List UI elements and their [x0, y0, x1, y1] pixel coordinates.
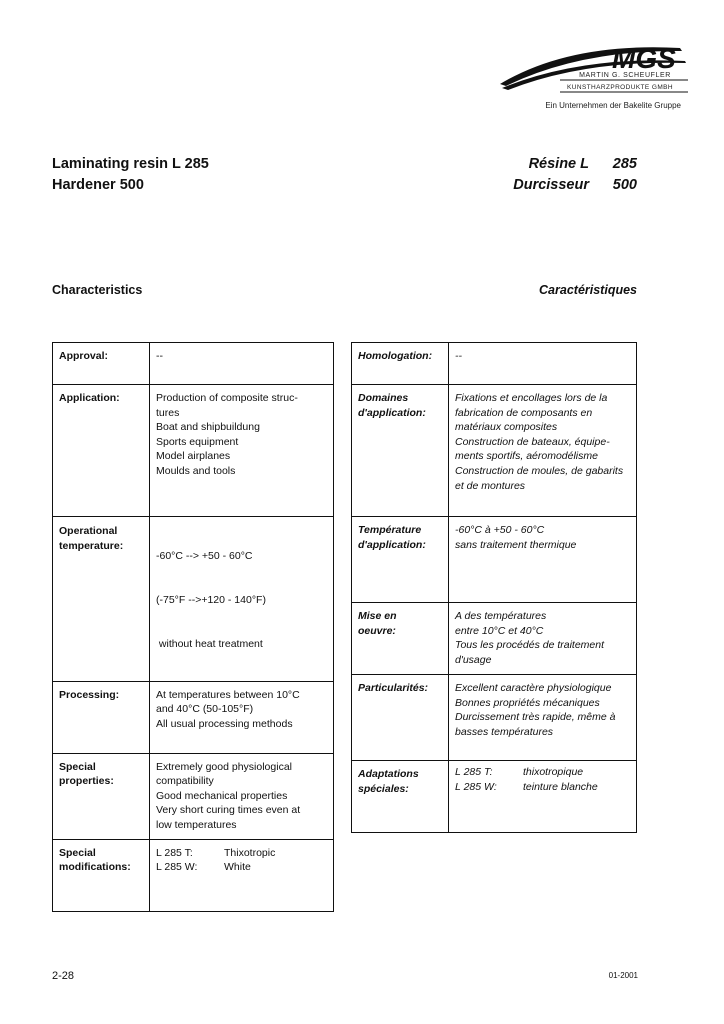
label-line: modifications: — [59, 861, 131, 874]
special-properties-label — [53, 753, 150, 839]
special-properties-value-fr — [449, 675, 637, 761]
label-line: Domaines — [358, 392, 409, 404]
title-en-line1: Laminating resin L 285 — [52, 156, 209, 172]
application-label: Application: — [53, 385, 150, 517]
label-line: properties: — [59, 775, 114, 788]
label-line: d'application: — [358, 406, 426, 419]
text-line: d'usage — [455, 653, 492, 666]
text-line: Production of composite struc- — [156, 392, 298, 404]
approval-label: Approval: — [53, 343, 150, 385]
table-row — [352, 603, 637, 675]
page-number: 2-28 — [52, 970, 75, 982]
label-line: temperature: — [59, 539, 124, 552]
temperature-value-fr — [449, 517, 637, 603]
section-heading-fr: Caractéristiques — [539, 283, 637, 297]
special-modifications-value-fr — [449, 761, 637, 833]
text-line: Bonnes propriétés mécaniques — [455, 696, 600, 709]
subsidiary-note: Ein Unternehmen der Bakelite Gruppe — [545, 101, 681, 110]
table-row — [53, 385, 334, 517]
text-line: low temperatures — [156, 818, 237, 831]
application-label-fr — [352, 385, 449, 517]
text-line: -60°C à +50 - 60°C — [455, 524, 545, 536]
text-line: fabrication de composants en — [455, 406, 593, 419]
table-row — [53, 681, 334, 753]
title-fr-line1-num: 285 — [612, 156, 637, 172]
label-line: Mise en — [358, 610, 397, 622]
homologation-label: Homologation: — [352, 343, 449, 385]
text-line: At temperatures between 10°C — [156, 688, 300, 701]
text-line: Sports equipment — [156, 435, 239, 448]
special-properties-value — [150, 753, 334, 839]
table-row — [352, 385, 637, 517]
document-date: 01-2001 — [608, 971, 638, 980]
table-row — [352, 343, 637, 385]
modification-item — [455, 780, 598, 795]
text-line: A des températures — [455, 610, 547, 622]
temperature-label-fr — [352, 517, 449, 603]
modification-value: teinture blanche — [523, 780, 598, 793]
special-modifications-value — [150, 839, 334, 911]
text-line: Tous les procédés de traitement — [455, 639, 605, 652]
modification-key: L 285 W: — [455, 780, 497, 793]
label-line: d'application: — [358, 538, 426, 551]
text-line: without heat treatment — [156, 637, 263, 650]
modification-key: L 285 T: — [455, 766, 493, 778]
table-row — [53, 517, 334, 682]
text-line: (-75°F -->+120 - 140°F) — [156, 593, 266, 606]
processing-label: Processing: — [53, 681, 150, 753]
table-row — [53, 839, 334, 911]
text-line: Construction de bateaux, équipe- — [455, 435, 610, 448]
processing-value-fr — [449, 603, 637, 675]
label-line: Température — [358, 524, 422, 536]
homologation-value: -- — [449, 343, 637, 385]
table-row — [53, 753, 334, 839]
page-title-en — [52, 154, 209, 196]
modification-value: White — [224, 861, 251, 874]
label-line: oeuvre: — [358, 624, 396, 637]
special-modifications-label-fr — [352, 761, 449, 833]
text-line: Very short curing times even at — [156, 804, 301, 817]
temperature-label — [53, 517, 150, 682]
text-line: entre 10°C et 40°C — [455, 624, 544, 637]
text-line: and 40°C (50-105°F) — [156, 703, 254, 716]
table-row — [352, 761, 637, 833]
text-line: ments sportifs, aéromodélisme — [455, 450, 598, 463]
application-value-fr — [449, 385, 637, 517]
special-modifications-label — [53, 839, 150, 911]
characteristics-table-fr — [351, 342, 637, 833]
text-line: sans traitement thermique — [455, 538, 577, 551]
label-line: spéciales: — [358, 782, 409, 795]
temperature-value — [150, 517, 334, 682]
modification-item — [156, 846, 275, 861]
label-line: Special — [59, 760, 96, 773]
text-line: compatibility — [156, 775, 214, 788]
section-heading-en: Characteristics — [52, 283, 143, 297]
title-fr-line1-word: Résine L — [528, 156, 589, 172]
text-line: Model airplanes — [156, 450, 231, 463]
text-line: Good mechanical properties — [156, 789, 288, 802]
text-line: Boat and shipbuildung — [156, 421, 260, 434]
application-value — [150, 385, 334, 517]
modification-value: Thixotropic — [224, 846, 276, 859]
text-line: Excellent caractère physiologique — [455, 682, 612, 694]
text-line: -60°C --> +50 - 60°C — [156, 550, 253, 563]
special-properties-label-fr: Particularités: — [352, 675, 449, 761]
processing-label-fr — [352, 603, 449, 675]
text-line: basses températures — [455, 725, 554, 738]
table-row — [352, 675, 637, 761]
modification-value: thixotropique — [523, 766, 584, 778]
modification-item — [455, 765, 583, 780]
page-title-fr — [513, 154, 637, 196]
modification-key: L 285 T: — [156, 846, 193, 859]
label-line: Adaptations — [358, 768, 419, 780]
text-line: et de montures — [455, 479, 526, 492]
logo-company-type: KUNSTHARZPRODUKTE GMBH — [567, 84, 673, 91]
title-fr-line2-num: 500 — [612, 177, 637, 193]
characteristics-table-en — [52, 342, 334, 912]
label-line: Special — [59, 846, 96, 859]
processing-value — [150, 681, 334, 753]
label-line: Operational — [59, 525, 118, 537]
text-line: tures — [156, 406, 180, 419]
logo-letters: MGS — [612, 43, 676, 74]
text-line: matériaux composites — [455, 421, 558, 434]
logo-company-name: MARTIN G. SCHEUFLER — [579, 72, 671, 79]
text-line: Fixations et encollages lors de la — [455, 392, 608, 404]
modification-item — [156, 860, 251, 875]
text-line: Moulds and tools — [156, 464, 236, 477]
text-line: Construction de moules, de gabarits — [455, 464, 624, 477]
modification-key: L 285 W: — [156, 861, 198, 874]
text-line: Extremely good physiological — [156, 760, 292, 773]
table-row — [53, 343, 334, 385]
title-fr-line2-word: Durcisseur — [513, 177, 589, 193]
text-line: All usual processing methods — [156, 717, 293, 730]
table-row — [352, 517, 637, 603]
title-en-line2: Hardener 500 — [52, 177, 144, 193]
text-line: Durcissement très rapide, même à — [455, 711, 616, 724]
approval-value: -- — [150, 343, 334, 385]
